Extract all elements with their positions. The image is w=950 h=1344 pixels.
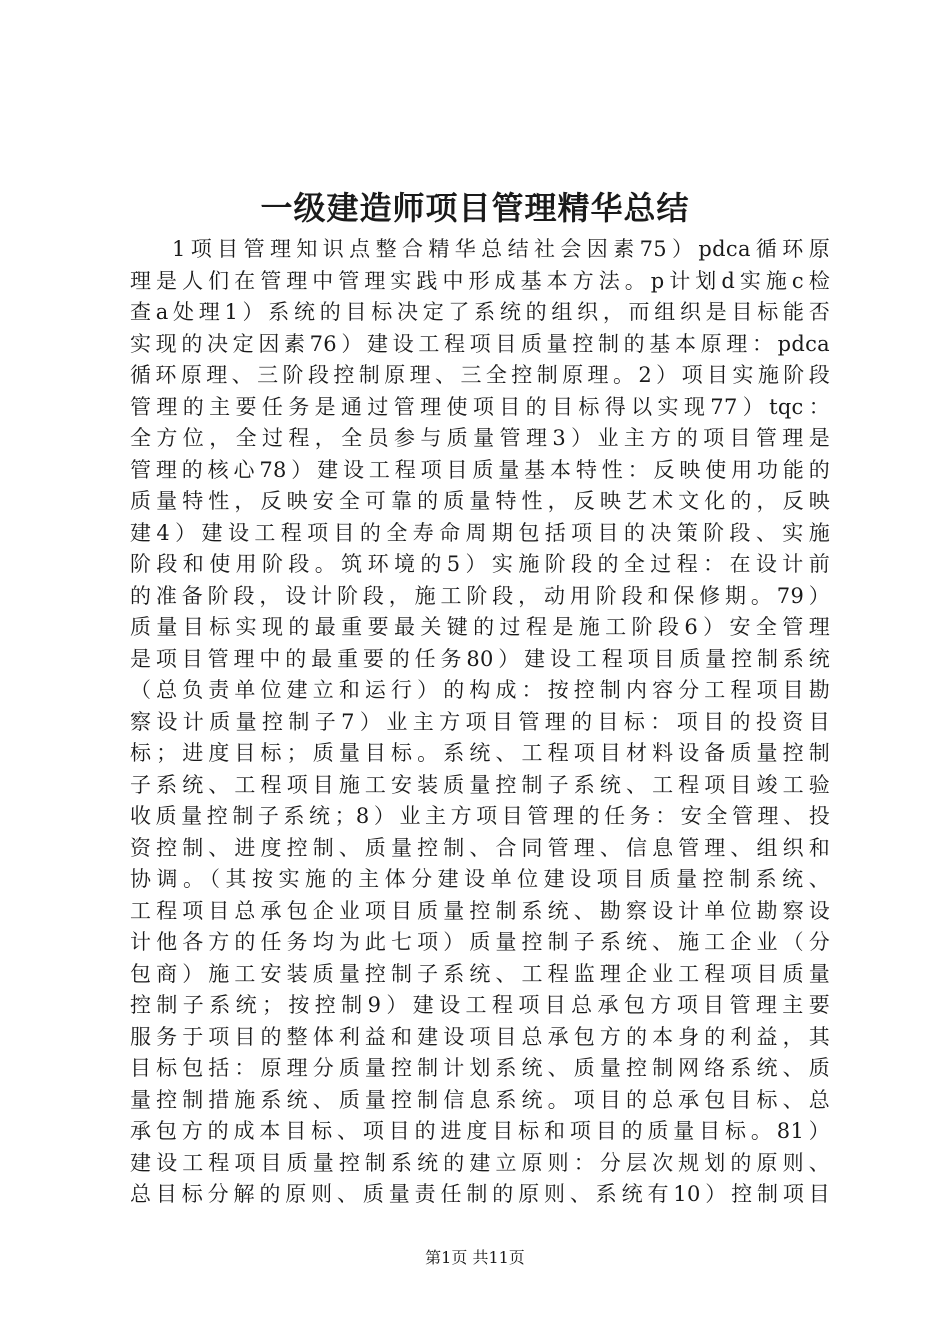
- text-line: 是项目管理中的最重要的任务80）建设工程项目质量控制系统: [130, 646, 830, 671]
- text-line: 察设计质量控制子7）业主方项目管理的目标：项目的投资目: [130, 709, 830, 734]
- text-line: 查a处理1）系统的目标决定了系统的组织，而组织是目标能否: [130, 300, 830, 324]
- text-line: 1项目管理知识点整合精华总结社会因素75）pdca循环原: [172, 237, 830, 261]
- text-line: 建4）建设工程项目的全寿命周期包括项目的决策阶段、实施: [130, 520, 830, 545]
- text-line: 目标包括：原理分质量控制计划系统、质量控制网络系统、质: [130, 1056, 830, 1080]
- text-line: 阶段和使用阶段。筑环境的5）实施阶段的全过程：在设计前: [130, 552, 830, 576]
- text-line: 的准备阶段，设计阶段，施工阶段，动用阶段和保修期。79）: [130, 583, 830, 608]
- document-title: 一级建造师项目管理精华总结: [260, 189, 690, 227]
- text-line: 控制子系统；按控制9）建设工程项目总承包方项目管理主要: [130, 993, 830, 1017]
- text-line: 协调。（其按实施的主体分建设单位建设项目质量控制系统、: [130, 867, 830, 891]
- text-line: 实现的决定因素76）建设工程项目质量控制的基本原理：pdca: [130, 331, 830, 356]
- text-line: 质量特性，反映安全可靠的质量特性，反映艺术文化的，反映: [130, 489, 830, 513]
- text-line: 承包方的成本目标、项目的进度目标和项目的质量目标。81）: [130, 1119, 830, 1143]
- text-line: 服务于项目的整体利益和建设项目总承包方的本身的利益，其: [130, 1024, 830, 1049]
- text-line: 量控制措施系统、质量控制信息系统。项目的总承包目标、总: [130, 1087, 830, 1112]
- page-footer: 第1页 共11页: [425, 1248, 525, 1267]
- text-line: 循环原理、三阶段控制原理、三全控制原理。2）项目实施阶段: [130, 363, 830, 387]
- text-line: 工程项目总承包企业项目质量控制系统、勘察设计单位勘察设: [130, 898, 830, 923]
- text-line: 包商）施工安装质量控制子系统、工程监理企业工程项目质量: [130, 961, 830, 986]
- text-line: 标；进度目标；质量目标。系统、工程项目材料设备质量控制: [130, 741, 830, 765]
- text-line: 计他各方的任务均为此七项）质量控制子系统、施工企业（分: [130, 930, 830, 954]
- text-line: 全方位，全过程，全员参与质量管理3）业主方的项目管理是: [130, 426, 830, 450]
- text-line: 管理的主要任务是通过管理使项目的目标得以实现77）tqc：: [130, 394, 830, 419]
- text-line: 质量目标实现的最重要最关键的过程是施工阶段6）安全管理: [130, 615, 830, 639]
- text-line: 资控制、进度控制、质量控制、合同管理、信息管理、组织和: [130, 835, 830, 860]
- text-line: （总负责单位建立和运行）的构成：按控制内容分工程项目勘: [130, 678, 830, 702]
- body-paragraph: [130, 234, 830, 1211]
- text-line: 建设工程项目质量控制系统的建立原则：分层次规划的原则、: [130, 1150, 830, 1175]
- text-line: 管理的核心78）建设工程项目质量基本特性：反映使用功能的: [130, 457, 830, 482]
- text-line: 收质量控制子系统；8）业主方项目管理的任务：安全管理、投: [130, 804, 830, 828]
- text-line: 子系统、工程项目施工安装质量控制子系统、工程项目竣工验: [130, 772, 830, 797]
- text-line: 理是人们在管理中管理实践中形成基本方法。p计划d实施c检: [130, 268, 830, 293]
- text-line: 总目标分解的原则、质量责任制的原则、系统有10）控制项目: [130, 1182, 830, 1206]
